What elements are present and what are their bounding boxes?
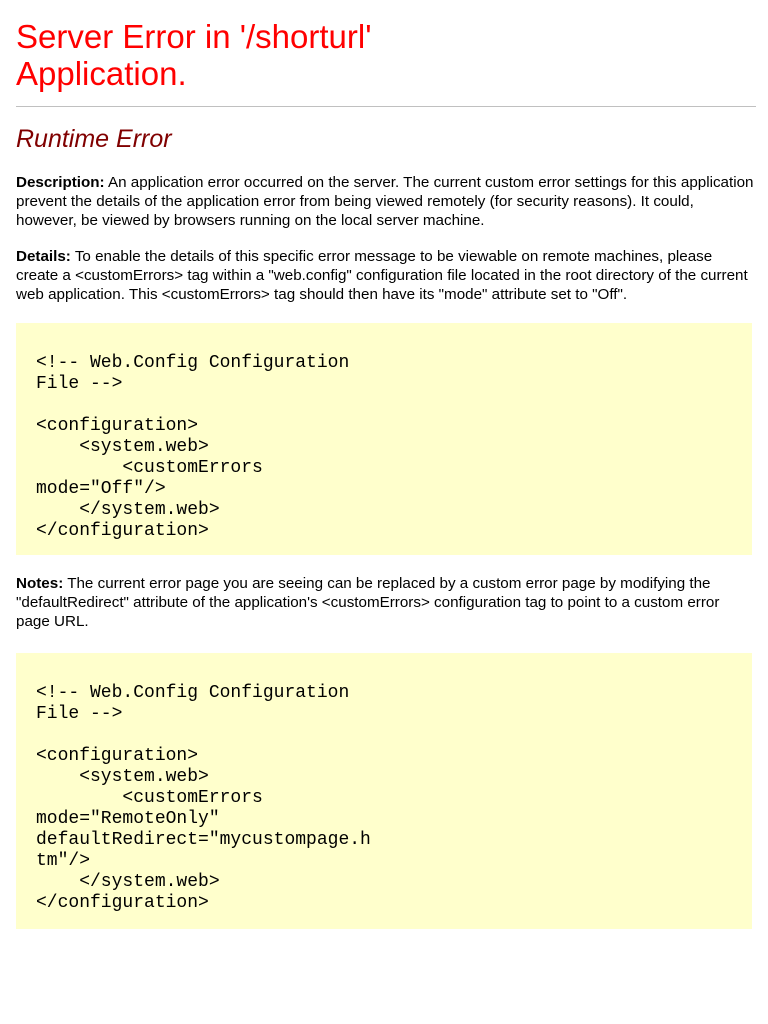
details-text: To enable the details of this specific error message to be viewable on remote machines, please create a <customErrors> tag within a "web.config" configuration file located in the root directory of the current web application. This <customErrors> tag should then have its "mode" attribute set to "Off".: [16, 248, 748, 303]
error-subtitle: Runtime Error: [16, 125, 172, 153]
page-title-line2: Application.: [16, 55, 187, 92]
config-code-block-2: [16, 653, 752, 929]
title-divider: [16, 106, 756, 107]
page-title-line1: Server Error in '/shorturl': [16, 18, 372, 55]
description-paragraph: [16, 173, 756, 230]
description-label: Description:: [16, 174, 105, 191]
config-code-1: <!-- Web.Config Configuration File --> <configuration> <system.web> <customErrors mode="Off"/> </system.web> </configuration>: [36, 353, 350, 541]
details-paragraph: [16, 247, 756, 304]
description-text: An application error occurred on the server. The current custom error settings for this application prevent the details of the application error from being viewed remotely (for security reasons). It could, however, be viewed by browsers running on the local server machine.: [16, 174, 754, 229]
config-code-2: <!-- Web.Config Configuration File --> <configuration> <system.web> <customErrors mode="RemoteOnly" defaultRedirect="mycustompage.h tm"/> </system.web> </configuration>: [36, 683, 371, 913]
notes-text: The current error page you are seeing can be replaced by a custom error page by modifying the "defaultRedirect" attribute of the application's <customErrors> configuration tag to point to a custom error page URL.: [16, 575, 720, 630]
notes-label: Notes:: [16, 575, 64, 592]
details-label: Details:: [16, 248, 71, 265]
config-code-block-1: [16, 323, 752, 555]
page-title: [16, 18, 756, 92]
notes-paragraph: [16, 574, 756, 631]
error-page: [16, 18, 756, 929]
